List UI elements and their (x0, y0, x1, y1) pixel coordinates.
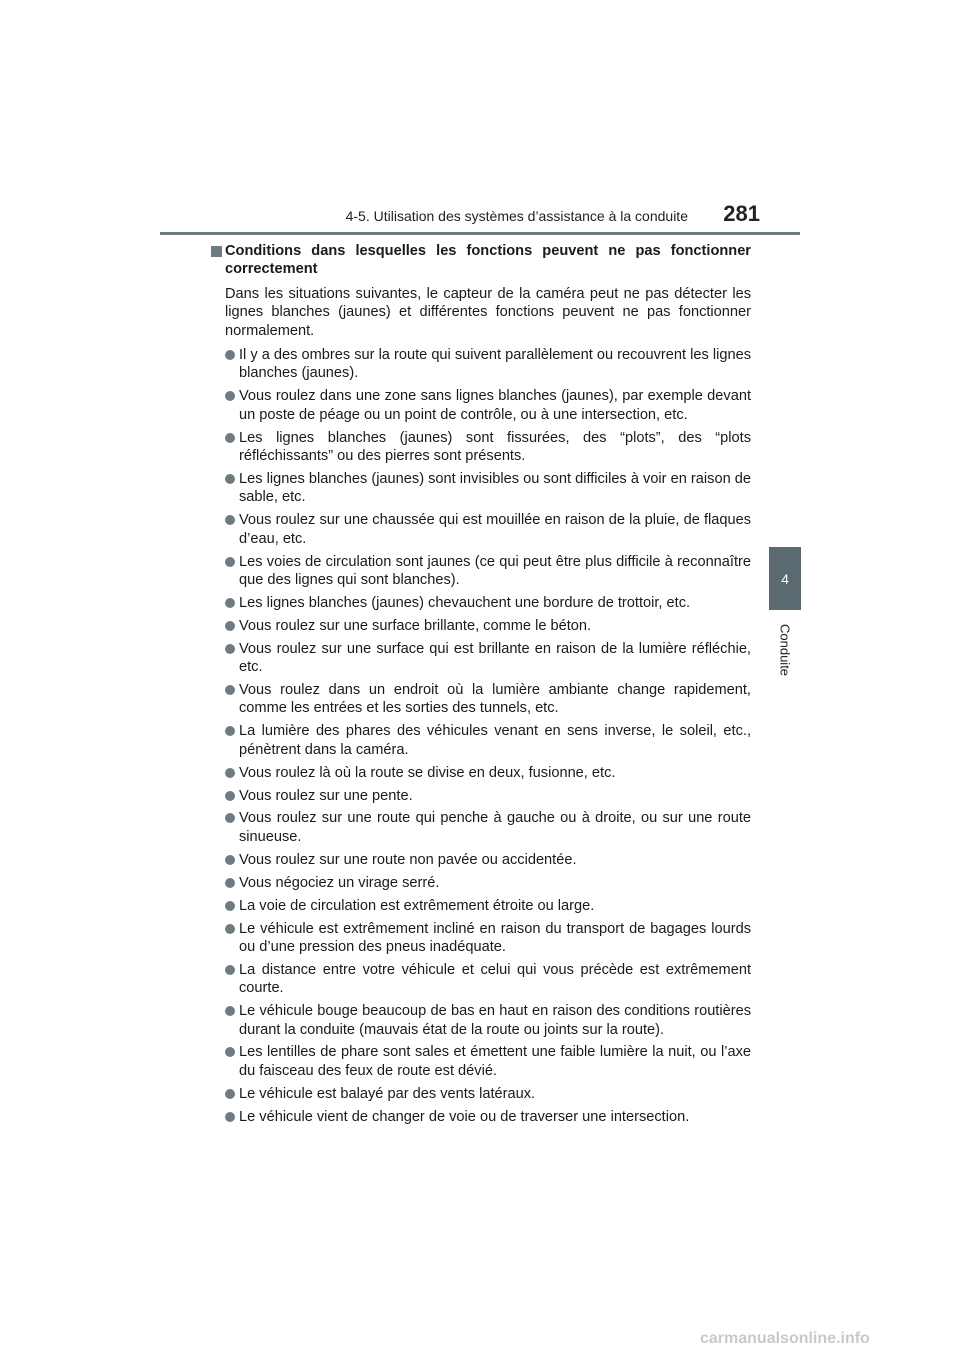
circle-bullet-icon (225, 621, 235, 631)
chapter-tab[interactable] (769, 547, 801, 610)
list-item-text: Le véhicule bouge beaucoup de bas en haut en raison des conditions routières durant la conduite (mauvais état de la route ou joints sur la route). (239, 1003, 751, 1038)
circle-bullet-icon (225, 813, 235, 823)
list-item-text: La voie de circulation est extrêmement étroite ou large. (239, 897, 595, 914)
list-item-text: Vous roulez sur une route non pavée ou accidentée. (239, 851, 577, 868)
list-item-text: Vous roulez dans un endroit où la lumière ambiante change rapidement, comme les entrées et les sorties des tunnels, etc. (239, 682, 751, 717)
section-title: 4-5. Utilisation des systèmes d’assistance à la conduite (345, 208, 688, 224)
list-item (211, 722, 751, 759)
list-item-text: Les voies de circulation sont jaunes (ce qui peut être plus difficile à reconnaître que des lignes qui sont blanches). (239, 553, 751, 588)
circle-bullet-icon (225, 685, 235, 695)
intro-paragraph: Dans les situations suivantes, le capteur de la caméra peut ne pas détecter les lignes blanches (jaunes) et différentes fonctions peuvent ne pas fonctionner normalement. (225, 285, 751, 339)
circle-bullet-icon (225, 1112, 235, 1122)
list-item (211, 617, 751, 635)
circle-bullet-icon (225, 924, 235, 934)
circle-bullet-icon (225, 350, 235, 360)
circle-bullet-icon (225, 557, 235, 567)
circle-bullet-icon (225, 768, 235, 778)
circle-bullet-icon (225, 1047, 235, 1057)
list-item (211, 511, 751, 548)
list-item (211, 681, 751, 718)
circle-bullet-icon (225, 901, 235, 911)
chapter-label: Conduite (777, 624, 793, 677)
list-item (211, 640, 751, 677)
list-item (211, 874, 751, 892)
list-item-text: Vous roulez sur une surface brillante, comme le béton. (239, 617, 592, 634)
list-item-text: Les lentilles de phare sont sales et émettent une faible lumière la nuit, ou l’axe du faisceau des feux de route est dévié. (239, 1044, 751, 1079)
list-item (211, 787, 751, 805)
circle-bullet-icon (225, 598, 235, 608)
list-item-text: Les lignes blanches (jaunes) sont invisibles ou sont difficiles à voir en raison de sable, etc. (239, 470, 751, 506)
circle-bullet-icon (225, 1089, 235, 1099)
header-divider (160, 232, 800, 235)
list-item (211, 897, 751, 915)
circle-bullet-icon (225, 391, 235, 401)
watermark: carmanualsonline.info (700, 1330, 870, 1347)
list-item-text: Le véhicule est balayé par des vents latéraux. (239, 1085, 536, 1102)
page-number: 281 (723, 201, 760, 226)
circle-bullet-icon (225, 474, 235, 484)
section-heading-text: Conditions dans lesquelles les fonctions peuvent ne pas fonctionner correctement (225, 243, 751, 278)
list-item-text: Vous roulez sur une pente. (239, 787, 413, 804)
list-item (211, 470, 751, 507)
list-item-text: Vous négociez un virage serré. (239, 874, 440, 891)
list-item-text: Vous roulez dans une zone sans lignes blanches (jaunes), par exemple devant un poste de péage ou un point de contrôle, ou à une intersection, etc. (239, 388, 751, 423)
list-item (211, 851, 751, 869)
list-item-text: Les lignes blanches (jaunes) sont fissurées, des “plots”, des “plots réfléchissants” ou des pierres sont présents. (239, 429, 751, 465)
main-content (211, 242, 751, 1131)
list-item (211, 1002, 751, 1039)
list-item (211, 387, 751, 424)
circle-bullet-icon (225, 515, 235, 525)
list-item (211, 961, 751, 998)
list-item-text: Le véhicule est extrêmement incliné en raison du transport de bagages lourds ou d’une pression des pneus inadéquate. (239, 920, 751, 955)
list-item-text: La lumière des phares des véhicules venant en sens inverse, le soleil, etc., pénètrent dans la caméra. (239, 723, 751, 758)
list-item-text: La distance entre votre véhicule et celui qui vous précède est extrêmement courte. (239, 961, 751, 997)
circle-bullet-icon (225, 855, 235, 865)
list-item (211, 346, 751, 383)
list-item (211, 809, 751, 846)
list-item-text: Vous roulez sur une route qui penche à gauche ou à droite, ou sur une route sinueuse. (239, 810, 751, 845)
list-item (211, 1085, 751, 1103)
list-item (211, 429, 751, 466)
circle-bullet-icon (225, 433, 235, 443)
list-item (211, 920, 751, 957)
list-item (211, 1043, 751, 1080)
chapter-number: 4 (781, 570, 789, 587)
circle-bullet-icon (225, 644, 235, 654)
list-item (211, 594, 751, 612)
circle-bullet-icon (225, 726, 235, 736)
list-item (211, 553, 751, 590)
list-item (211, 764, 751, 782)
section-heading (211, 242, 751, 279)
list-item-text: Il y a des ombres sur la route qui suivent parallèlement ou recouvrent les lignes blanches (jaunes). (239, 347, 751, 382)
list-item-text: Vous roulez sur une surface qui est brillante en raison de la lumière réfléchie, etc. (239, 640, 751, 676)
list-item-text: Les lignes blanches (jaunes) chevauchent une bordure de trottoir, etc. (239, 594, 691, 611)
list-item-text: Vous roulez là où la route se divise en deux, fusionne, etc. (239, 764, 616, 781)
condition-list (211, 346, 751, 1126)
circle-bullet-icon (225, 791, 235, 801)
circle-bullet-icon (225, 1006, 235, 1016)
list-item (211, 1108, 751, 1126)
list-item-text: Vous roulez sur une chaussée qui est mouillée en raison de la pluie, de flaques d’eau, etc. (239, 512, 751, 547)
square-bullet-icon (211, 246, 222, 257)
circle-bullet-icon (225, 878, 235, 888)
list-item-text: Le véhicule vient de changer de voie ou de traverser une intersection. (239, 1108, 690, 1125)
circle-bullet-icon (225, 965, 235, 975)
